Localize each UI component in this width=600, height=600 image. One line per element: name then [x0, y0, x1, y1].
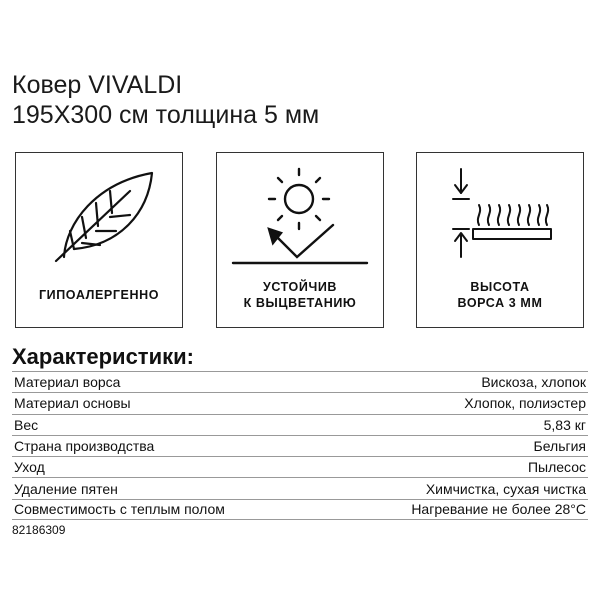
- table-row: [12, 392, 588, 413]
- spec-name: Страна производства: [14, 438, 155, 455]
- specs-table: [12, 371, 588, 520]
- spec-name: Совместимость с теплым полом: [14, 501, 225, 518]
- product-title-line2: 195X300 см толщина 5 мм: [12, 101, 320, 129]
- feature-card-hypoallergenic: [15, 152, 183, 328]
- feature-label: УСТОЙЧИВ К ВЫЦВЕТАНИЮ: [243, 280, 357, 310]
- spec-name: Удаление пятен: [14, 480, 118, 497]
- spec-value: Вискоза, хлопок: [481, 374, 586, 391]
- spec-value: Хлопок, полиэстер: [464, 395, 586, 412]
- spec-name: Материал ворса: [14, 374, 121, 391]
- table-row: [12, 477, 588, 498]
- spec-name: Вес: [14, 416, 39, 433]
- specs-heading: Характеристики:: [12, 344, 194, 369]
- table-row: [12, 499, 588, 520]
- spec-value: Нагревание не более 28°C: [411, 501, 586, 518]
- feature-card-fade-resistant: [216, 152, 384, 328]
- table-row: [12, 414, 588, 435]
- spec-value: 5,83 кг: [543, 416, 586, 433]
- table-row: [12, 456, 588, 477]
- spec-value: Пылесос: [527, 459, 586, 476]
- table-row: [12, 371, 588, 392]
- product-title-line1: Ковер VIVALDI: [12, 71, 183, 99]
- feature-label: ВЫСОТА ВОРСА 3 ММ: [457, 280, 543, 310]
- feature-card-pile-height: [416, 152, 584, 328]
- spec-name: Уход: [14, 459, 45, 476]
- table-row: [12, 435, 588, 456]
- spec-name: Материал основы: [14, 395, 131, 412]
- spec-value: Химчистка, сухая чистка: [425, 480, 586, 497]
- spec-value: Бельгия: [533, 438, 586, 455]
- feature-label: ГИПОАЛЕРГЕННО: [38, 288, 160, 302]
- product-title: [12, 70, 319, 130]
- article-number: 82186309: [12, 523, 66, 537]
